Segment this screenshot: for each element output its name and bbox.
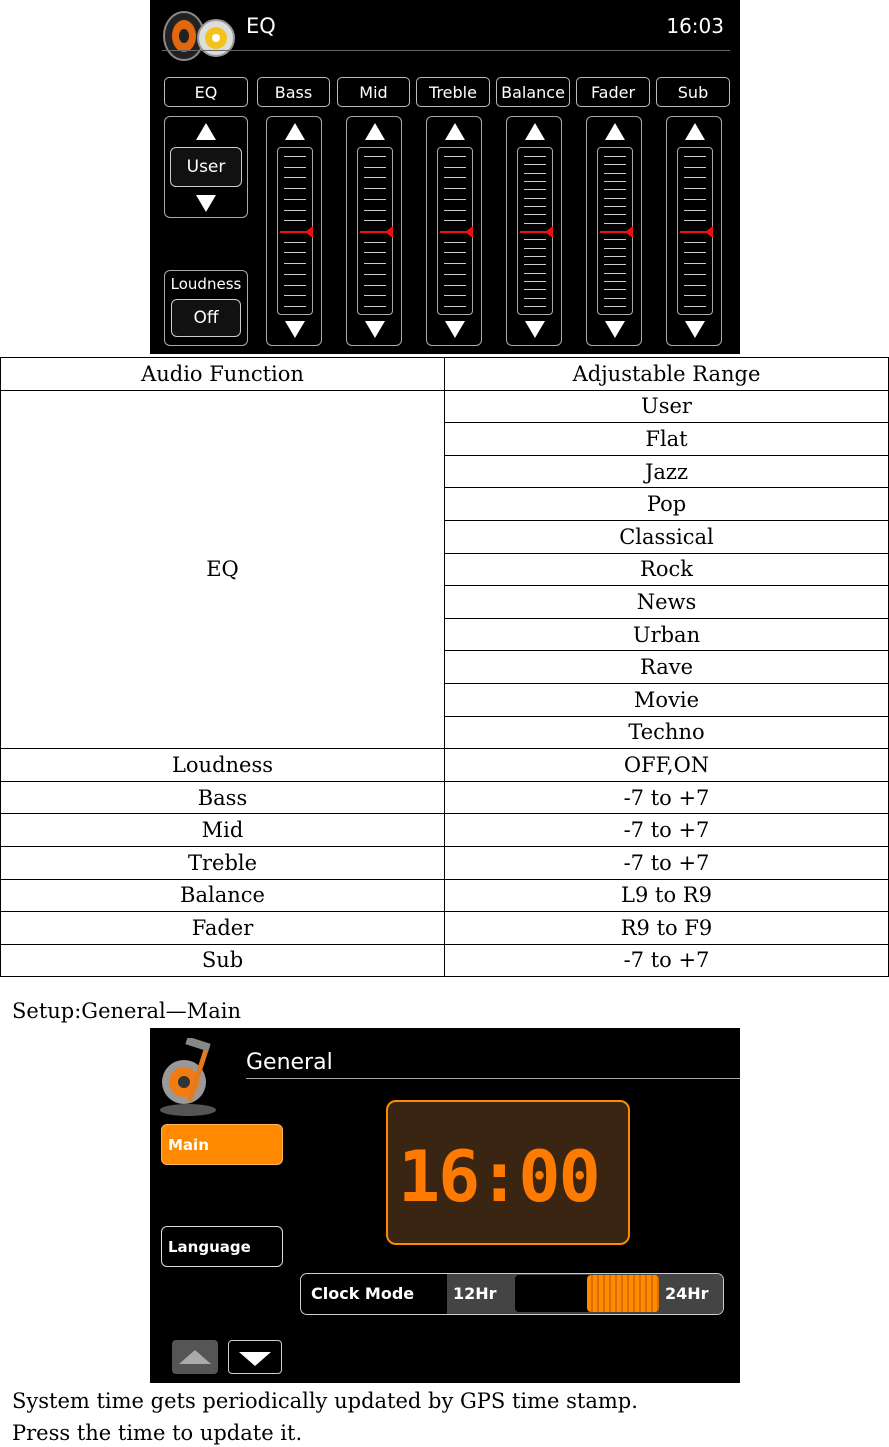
eq-preset-cell: Jazz xyxy=(445,455,889,488)
slider-track[interactable] xyxy=(357,147,393,315)
loudness-panel xyxy=(164,270,248,346)
slider-tick xyxy=(524,306,546,307)
tab-bass[interactable]: Bass xyxy=(257,77,330,107)
slider-tick xyxy=(604,173,626,174)
slider-tick xyxy=(524,214,546,215)
table-row xyxy=(1,390,889,423)
slider-tick xyxy=(684,210,706,211)
settings-tools-icon xyxy=(156,1038,220,1118)
slider-tick xyxy=(524,156,546,157)
slider-thumb-icon[interactable] xyxy=(625,226,633,238)
slider-tick xyxy=(604,206,626,207)
slider-tick xyxy=(524,223,546,224)
eq-function-cell: EQ xyxy=(1,390,445,749)
eq-divider xyxy=(162,50,730,51)
range-cell: -7 to +7 xyxy=(445,781,889,814)
range-cell: R9 to F9 xyxy=(445,912,889,945)
slider-thumb-icon[interactable] xyxy=(305,226,313,238)
slider-treble[interactable] xyxy=(426,116,482,346)
slider-tick xyxy=(524,181,546,182)
slider-tick xyxy=(364,295,386,296)
slider-tick xyxy=(604,298,626,299)
slider-tick xyxy=(364,177,386,178)
tab-treble[interactable]: Treble xyxy=(416,77,490,107)
header-audio-function: Audio Function xyxy=(1,358,445,391)
tab-sub[interactable]: Sub xyxy=(656,77,730,107)
slider-thumb-icon[interactable] xyxy=(705,226,713,238)
switch-thumb[interactable] xyxy=(587,1275,659,1312)
slider-up-arrow-icon[interactable] xyxy=(605,123,625,140)
note-press-time: Press the time to update it. xyxy=(12,1421,303,1445)
eq-title: EQ xyxy=(246,14,276,38)
eq-preset-cell: Rave xyxy=(445,651,889,684)
slider-tick xyxy=(604,289,626,290)
slider-tick xyxy=(684,242,706,243)
range-cell: -7 to +7 xyxy=(445,944,889,977)
eq-preset-cell: User xyxy=(445,390,889,423)
slider-tick xyxy=(444,306,466,307)
slider-tick xyxy=(364,156,386,157)
slider-tick xyxy=(364,274,386,275)
slider-tick xyxy=(524,248,546,249)
slider-fader[interactable] xyxy=(586,116,642,346)
slider-tick xyxy=(524,206,546,207)
slider-tick xyxy=(364,220,386,221)
slider-tick xyxy=(364,263,386,264)
note-gps: System time gets periodically updated by GPS time stamp. xyxy=(12,1389,638,1413)
general-title: General xyxy=(246,1050,333,1075)
table-row xyxy=(1,814,889,847)
slider-down-arrow-icon[interactable] xyxy=(605,321,625,338)
range-cell: L9 to R9 xyxy=(445,879,889,912)
general-screenshot xyxy=(150,1028,740,1383)
slider-up-arrow-icon[interactable] xyxy=(285,123,305,140)
slider-tick xyxy=(364,210,386,211)
slider-tick xyxy=(284,306,306,307)
eq-preset-cell: News xyxy=(445,586,889,619)
clock-mode-label: Clock Mode xyxy=(311,1284,415,1303)
slider-tick xyxy=(444,295,466,296)
slider-tick xyxy=(444,274,466,275)
slider-tick xyxy=(444,252,466,253)
slider-tick xyxy=(604,281,626,282)
mode-12hr-label[interactable]: 12Hr xyxy=(453,1284,497,1303)
slider-tick xyxy=(684,274,706,275)
scroll-down-button[interactable] xyxy=(228,1340,282,1374)
arrow-up-icon xyxy=(179,1350,211,1364)
function-cell: Mid xyxy=(1,814,445,847)
range-cell: -7 to +7 xyxy=(445,814,889,847)
slider-tick xyxy=(684,156,706,157)
function-cell: Balance xyxy=(1,879,445,912)
loudness-label: Loudness xyxy=(170,275,242,293)
settings-speaker-icon xyxy=(158,6,242,62)
slider-tick xyxy=(444,210,466,211)
table-row xyxy=(1,879,889,912)
section-title: Setup:General—Main xyxy=(12,999,241,1023)
slider-down-arrow-icon[interactable] xyxy=(685,321,705,338)
table-row xyxy=(1,781,889,814)
eq-preset-cell: Techno xyxy=(445,716,889,749)
slider-tick xyxy=(364,188,386,189)
loudness-toggle[interactable]: Off xyxy=(171,299,241,337)
audio-function-table xyxy=(0,357,889,977)
range-cell: OFF,ON xyxy=(445,749,889,782)
slider-tick xyxy=(604,189,626,190)
function-cell: Fader xyxy=(1,912,445,945)
slider-tick xyxy=(524,264,546,265)
slider-tick xyxy=(604,248,626,249)
slider-tick xyxy=(684,295,706,296)
slider-tick xyxy=(604,306,626,307)
slider-track[interactable] xyxy=(437,147,473,315)
slider-tick xyxy=(364,285,386,286)
slider-tick xyxy=(604,264,626,265)
table-header-row xyxy=(1,358,889,391)
slider-sub[interactable] xyxy=(666,116,722,346)
slider-tick xyxy=(524,164,546,165)
preset-up-arrow-icon[interactable] xyxy=(196,123,216,140)
header-adjustable-range: Adjustable Range xyxy=(445,358,889,391)
slider-track[interactable] xyxy=(677,147,713,315)
slider-tick xyxy=(524,273,546,274)
slider-up-arrow-icon[interactable] xyxy=(685,123,705,140)
slider-tick xyxy=(684,177,706,178)
slider-tick xyxy=(284,177,306,178)
table-row xyxy=(1,846,889,879)
tab-fader[interactable]: Fader xyxy=(576,77,650,107)
slider-track[interactable] xyxy=(277,147,313,315)
slider-tick xyxy=(604,164,626,165)
clock-mode-switch[interactable] xyxy=(447,1274,723,1314)
slider-tick xyxy=(284,167,306,168)
range-cell: -7 to +7 xyxy=(445,846,889,879)
slider-tick xyxy=(524,173,546,174)
slider-tick xyxy=(284,220,306,221)
slider-tick xyxy=(444,188,466,189)
preset-selector xyxy=(164,116,248,218)
slider-tick xyxy=(444,220,466,221)
slider-thumb-icon[interactable] xyxy=(385,226,393,238)
slider-tick xyxy=(684,220,706,221)
slider-tick xyxy=(604,181,626,182)
slider-tick xyxy=(284,285,306,286)
clock-mode-control xyxy=(300,1273,724,1315)
slider-tick xyxy=(284,252,306,253)
slider-track[interactable] xyxy=(517,147,553,315)
slider-tick xyxy=(684,285,706,286)
slider-tick xyxy=(604,256,626,257)
eq-clock: 16:03 xyxy=(666,14,724,38)
eq-preset-cell: Movie xyxy=(445,683,889,716)
slider-thumb-icon[interactable] xyxy=(465,226,473,238)
slider-down-arrow-icon[interactable] xyxy=(285,321,305,338)
slider-tick xyxy=(444,263,466,264)
slider-tick xyxy=(364,252,386,253)
slider-tick xyxy=(284,188,306,189)
slider-balance[interactable] xyxy=(506,116,562,346)
menu-main-button[interactable]: Main xyxy=(161,1124,283,1165)
slider-tick xyxy=(604,198,626,199)
mode-24hr-label[interactable]: 24Hr xyxy=(665,1284,709,1303)
eq-preset-cell: Flat xyxy=(445,423,889,456)
slider-tick xyxy=(684,167,706,168)
eq-preset-cell: Pop xyxy=(445,488,889,521)
slider-down-arrow-icon[interactable] xyxy=(365,321,385,338)
tab-balance[interactable]: Balance xyxy=(496,77,570,107)
slider-tick xyxy=(284,295,306,296)
scroll-up-button[interactable] xyxy=(172,1340,218,1374)
slider-tick xyxy=(284,210,306,211)
slider-tick xyxy=(364,199,386,200)
eq-screenshot xyxy=(150,0,740,354)
slider-tick xyxy=(604,239,626,240)
slider-tick xyxy=(524,298,546,299)
slider-tick xyxy=(284,274,306,275)
slider-tick xyxy=(524,256,546,257)
function-cell: Loudness xyxy=(1,749,445,782)
slider-tick xyxy=(284,199,306,200)
preset-value[interactable]: User xyxy=(170,147,242,187)
eq-preset-cell: Classical xyxy=(445,520,889,553)
arrow-down-icon xyxy=(239,1352,271,1366)
eq-preset-cell: Urban xyxy=(445,618,889,651)
table-row xyxy=(1,944,889,977)
slider-tick xyxy=(364,306,386,307)
slider-mid[interactable] xyxy=(346,116,402,346)
slider-tick xyxy=(364,242,386,243)
slider-tick xyxy=(684,252,706,253)
slider-tick xyxy=(604,156,626,157)
clock-time: 16:00 xyxy=(398,1136,599,1218)
slider-tick xyxy=(444,167,466,168)
slider-tick xyxy=(284,263,306,264)
slider-tick xyxy=(604,273,626,274)
slider-down-arrow-icon[interactable] xyxy=(525,321,545,338)
tab-eq[interactable]: EQ xyxy=(164,77,248,107)
slider-tick xyxy=(524,198,546,199)
slider-tick xyxy=(684,306,706,307)
slider-tick xyxy=(684,199,706,200)
slider-tick xyxy=(524,289,546,290)
slider-tick xyxy=(524,239,546,240)
slider-tick xyxy=(444,177,466,178)
menu-language-button[interactable]: Language xyxy=(161,1226,283,1267)
slider-tick xyxy=(684,188,706,189)
slider-tick xyxy=(684,263,706,264)
slider-down-arrow-icon[interactable] xyxy=(445,321,465,338)
function-cell: Sub xyxy=(1,944,445,977)
slider-tick xyxy=(284,156,306,157)
tab-mid[interactable]: Mid xyxy=(337,77,410,107)
slider-thumb-icon[interactable] xyxy=(545,226,553,238)
slider-tick xyxy=(444,156,466,157)
slider-tick xyxy=(604,214,626,215)
slider-tick xyxy=(444,285,466,286)
slider-tick xyxy=(604,223,626,224)
slider-up-arrow-icon[interactable] xyxy=(365,123,385,140)
clock-display[interactable] xyxy=(386,1100,630,1245)
eq-preset-cell: Rock xyxy=(445,553,889,586)
general-divider xyxy=(246,1078,740,1079)
table-row xyxy=(1,749,889,782)
slider-track[interactable] xyxy=(597,147,633,315)
slider-tick xyxy=(524,281,546,282)
slider-tick xyxy=(284,242,306,243)
function-cell: Bass xyxy=(1,781,445,814)
slider-bass[interactable] xyxy=(266,116,322,346)
function-cell: Treble xyxy=(1,846,445,879)
slider-tick xyxy=(444,199,466,200)
slider-tick xyxy=(524,189,546,190)
slider-tick xyxy=(444,242,466,243)
slider-up-arrow-icon[interactable] xyxy=(525,123,545,140)
slider-tick xyxy=(364,167,386,168)
table-row xyxy=(1,912,889,945)
preset-down-arrow-icon[interactable] xyxy=(196,195,216,212)
slider-up-arrow-icon[interactable] xyxy=(445,123,465,140)
